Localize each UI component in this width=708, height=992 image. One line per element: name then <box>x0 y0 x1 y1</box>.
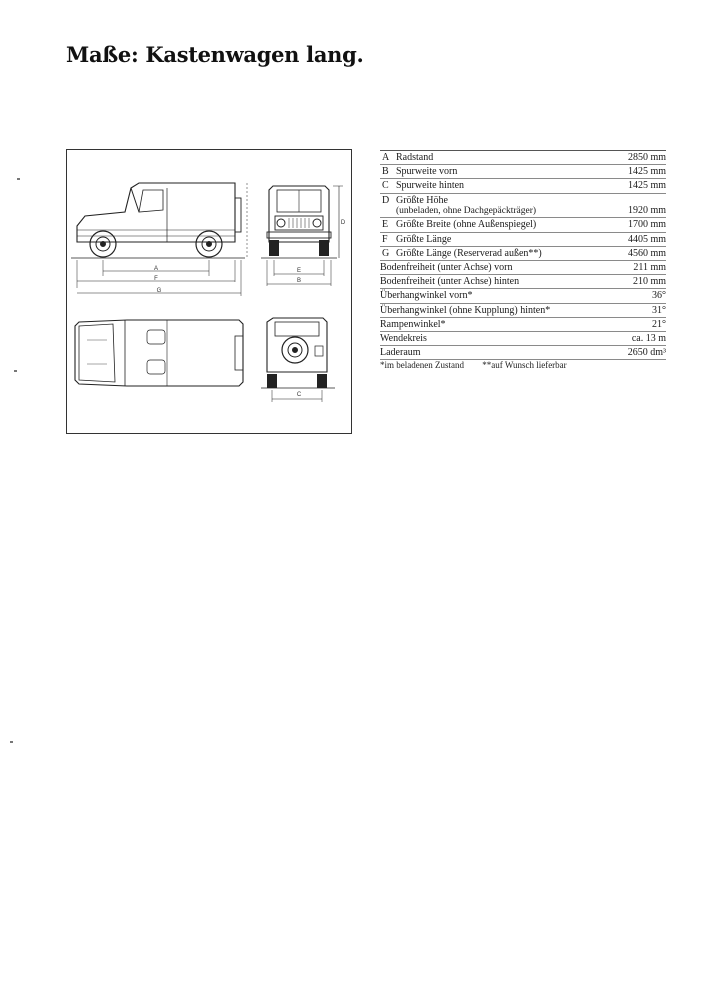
row-label: Bodenfreiheit (unter Achse) hinten <box>380 276 520 288</box>
row-value: 21° <box>652 318 666 330</box>
row-label: Größte Höhe (unbeladen, ohne Dachgepäckträger) <box>396 193 612 218</box>
row-sublabel: (unbeladen, ohne Dachgepäckträger) <box>396 205 537 216</box>
row-value: 1700 mm <box>627 219 666 231</box>
rear-view <box>261 318 335 402</box>
row-code: B <box>382 166 389 178</box>
side-view <box>71 183 247 296</box>
row-code: D <box>382 194 390 206</box>
table-row <box>380 303 666 317</box>
row-label: Bodenfreiheit (unter Achse) vorn <box>380 261 513 273</box>
scan-mark <box>17 178 20 180</box>
row-label: Wendekreis <box>380 332 427 344</box>
row-value: 1425 mm <box>627 180 666 192</box>
page-title: Maße: Kastenwagen lang. <box>66 42 364 67</box>
footnotes <box>380 360 583 370</box>
row-value: 4560 mm <box>627 247 666 259</box>
row-label: Spurweite vorn <box>396 166 458 178</box>
table-row <box>380 331 666 345</box>
table-row <box>380 232 666 246</box>
dimension-drawing <box>66 149 352 434</box>
table-row <box>380 218 666 232</box>
dim-label-d: D <box>340 220 346 226</box>
row-label: Überhangwinkel (ohne Kupplung) hinten* <box>380 304 551 316</box>
row-label: Radstand <box>396 152 434 163</box>
row-code: F <box>382 233 388 245</box>
dim-label-b: B <box>296 278 302 284</box>
row-label: Größte Breite (ohne Außenspiegel) <box>396 219 537 231</box>
row-label: Größte Länge (Reserverad außen**) <box>396 247 542 259</box>
dim-label-c: C <box>296 392 302 398</box>
row-label: Überhangwinkel vorn* <box>380 290 473 302</box>
table-row <box>380 151 666 165</box>
dim-label-f: F <box>154 276 158 282</box>
row-value: 1920 mm <box>627 205 666 217</box>
table-row <box>380 346 666 360</box>
row-code: C <box>382 180 389 192</box>
row-code: A <box>382 152 390 163</box>
row-code: E <box>382 219 389 231</box>
row-value: 31° <box>652 304 666 316</box>
table-row <box>380 289 666 303</box>
row-label: Größte Länge <box>396 233 452 245</box>
row-code: G <box>382 247 390 259</box>
row-label: Rampenwinkel* <box>380 318 446 330</box>
top-view <box>75 320 243 386</box>
footnote-loaded: *im beladenen Zustand <box>380 360 464 370</box>
scan-mark <box>10 741 13 743</box>
dim-label-e: E <box>296 268 302 274</box>
row-label: Spurweite hinten <box>396 180 465 192</box>
table-row <box>380 275 666 289</box>
row-value: 1425 mm <box>627 166 666 178</box>
row-value: 36° <box>652 290 666 302</box>
row-value: ca. 13 m <box>631 332 666 344</box>
dimension-table <box>380 150 666 360</box>
dim-label-a: A <box>153 266 159 272</box>
row-value: 2650 dm³ <box>627 347 666 359</box>
row-label: Laderaum <box>380 347 421 359</box>
row-value: 4405 mm <box>627 233 666 245</box>
table-row <box>380 165 666 179</box>
table-row <box>380 246 666 260</box>
front-view <box>261 186 343 286</box>
vehicle-views <box>67 150 353 435</box>
table-row <box>380 260 666 274</box>
table-row <box>380 179 666 193</box>
row-value: 211 mm <box>633 261 666 273</box>
table-row <box>380 317 666 331</box>
table-row <box>380 193 666 218</box>
scan-mark <box>14 370 17 372</box>
row-value: 210 mm <box>632 276 666 288</box>
dim-label-g: G <box>156 288 162 294</box>
footnote-optional: **auf Wunsch lieferbar <box>482 360 567 370</box>
row-value: 2850 mm <box>627 152 666 163</box>
